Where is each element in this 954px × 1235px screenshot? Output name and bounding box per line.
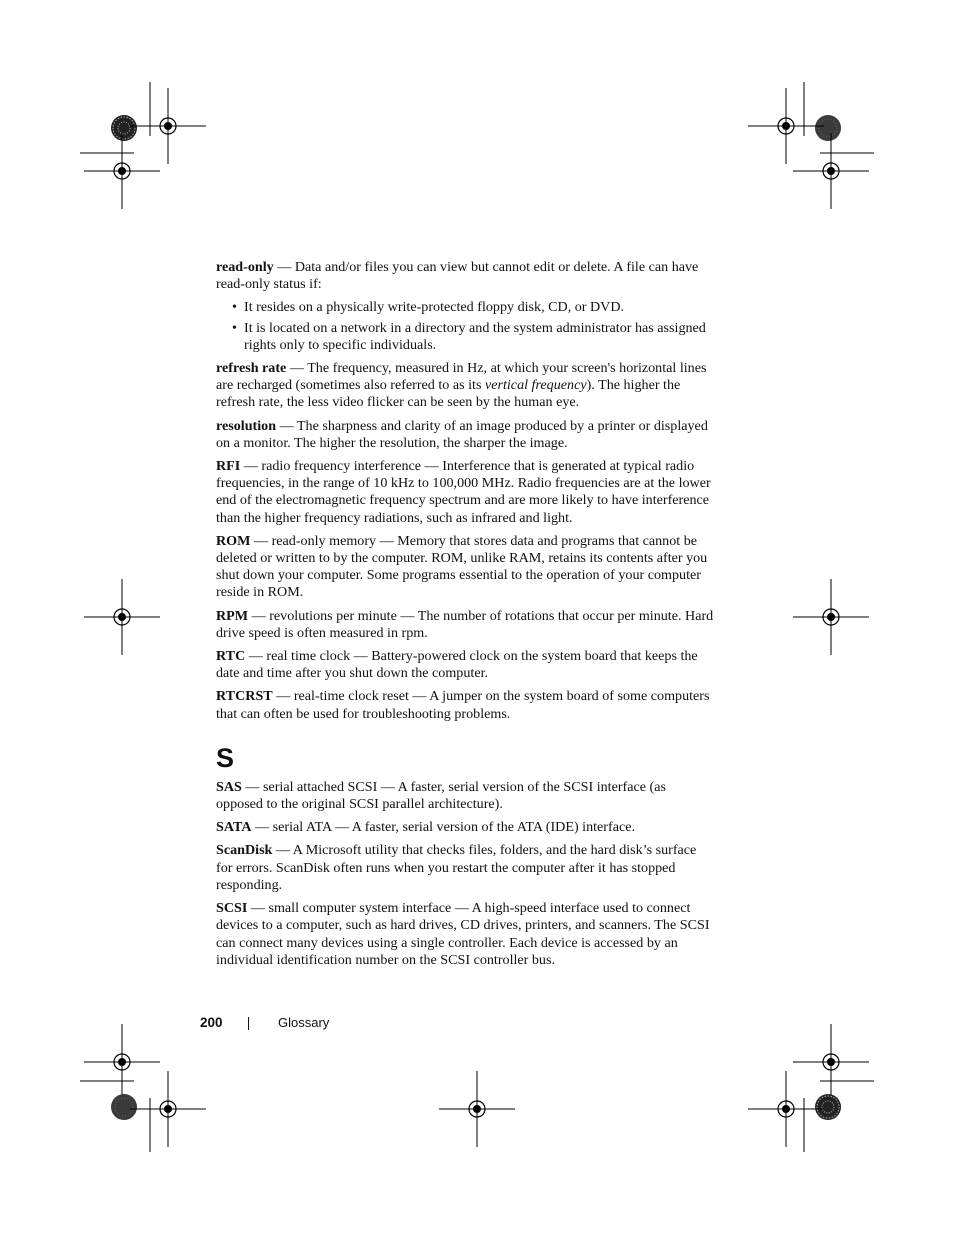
glossary-entry (216, 688, 716, 722)
footer-divider (248, 1017, 249, 1030)
glossary-term: SAS (216, 778, 242, 795)
registration-mark-icon (130, 1071, 206, 1147)
glossary-entry (216, 900, 716, 969)
glossary-entry (216, 533, 716, 602)
registration-mark-icon (793, 133, 869, 209)
glossary-entry (216, 608, 716, 642)
list-item: • It resides on a physically write-protected floppy disk, CD, or DVD. (232, 299, 625, 316)
bullet-list (216, 299, 716, 354)
glossary-entry (216, 418, 716, 452)
registration-mark-icon (748, 1071, 824, 1147)
registration-mark-icon (439, 1071, 515, 1147)
glossary-term: RFI (216, 458, 241, 475)
page-number: 200 (200, 1015, 223, 1030)
list-item: • It is located on a network in a directory and the system administrator has assigned rights only to specific individuals. (232, 319, 706, 353)
glossary-term: RTC (216, 648, 246, 665)
glossary-term: ROM (216, 532, 251, 549)
glossary-entry (216, 648, 716, 682)
registration-mark-icon (130, 88, 206, 164)
glossary-definition: — real-time clock reset — A jumper on the system board of some computers that can often be used for troubleshooting problems. (216, 688, 710, 722)
glossary-entry (216, 458, 716, 527)
bullet-icon: • (232, 319, 237, 336)
glossary-definition: — radio frequency interference — Interference that is generated at typical radio frequencies, in the range of 10 kHz to 100,000 MHz. Radio frequencies are at the lower end of the electromagnetic frequency spectrum and are more likely to have interference than the higher frequency radiations, such as infrared and light. (216, 458, 711, 526)
glossary-entry (216, 779, 716, 813)
glossary-term: refresh rate (216, 360, 287, 377)
registration-mark-icon (84, 1024, 160, 1100)
glossary-definition: — read-only memory — Memory that stores data and programs that cannot be deleted or written to by the computer. ROM, unlike RAM, retains its contents after you shut down your computer. Some programs essential to the operation of your computer reside in ROM. (216, 532, 708, 601)
glossary-definition: — small computer system interface — A high-speed interface used to connect devices to a computer, such as hard drives, CD drives, printers, and scanners. The SCSI can connect many devices using a single controller. Each device is accessed by an individual identification number on the SCSI controller bus. (216, 900, 710, 968)
registration-mark-icon (793, 579, 869, 655)
glossary-term: RTCRST (216, 688, 273, 705)
registration-mark-icon (84, 133, 160, 209)
glossary-term: SATA (216, 819, 252, 836)
glossary-term: SCSI (216, 900, 248, 917)
glossary-definition: — serial attached SCSI — A faster, serial version of the SCSI interface (as opposed to the original SCSI parallel architecture). (216, 778, 666, 813)
bullet-icon: • (232, 299, 237, 316)
registration-mark-icon (748, 88, 824, 164)
glossary-term: ScanDisk (216, 842, 273, 859)
registration-mark-icon (84, 579, 160, 655)
glossary-entry: refresh rate — The frequency, measured in Hz, at which your screen's horizontal lines are recharged (sometimes also referred to as its vertical frequency). The higher the refresh rate, the less video flicker can be seen by the human eye. (216, 360, 707, 411)
glossary-definition: — A Microsoft utility that checks files, folders, and the hard disk’s surface for errors. ScanDisk often runs when you restart the computer after it has stopped responding. (216, 842, 697, 893)
glossary-definition: — real time clock — Battery-powered clock on the system board that keeps the date and time after you shut down the computer. (216, 648, 698, 682)
glossary-term: read-only (216, 259, 274, 275)
registration-mark-icon (793, 1024, 869, 1100)
glossary-term: resolution (216, 417, 277, 434)
glossary-definition: — revolutions per minute — The number of rotations that occur per minute. Hard drive speed is often measured in rpm. (216, 607, 714, 641)
glossary-entry (216, 259, 716, 293)
glossary-entry (216, 819, 716, 836)
glossary-term: RPM (216, 607, 249, 624)
glossary-entry (216, 842, 716, 894)
glossary-content (216, 259, 716, 975)
footer-section-title: Glossary (278, 1015, 330, 1030)
glossary-definition: — Data and/or files you can view but cannot edit or delete. A file can have read-only status if: (216, 259, 699, 293)
glossary-definition: — serial ATA — A faster, serial version of the ATA (IDE) interface. (251, 819, 635, 836)
glossary-definition: — The sharpness and clarity of an image produced by a printer or displayed on a monitor. The higher the resolution, the sharper the image. (216, 417, 708, 451)
section-heading: S (216, 742, 235, 773)
